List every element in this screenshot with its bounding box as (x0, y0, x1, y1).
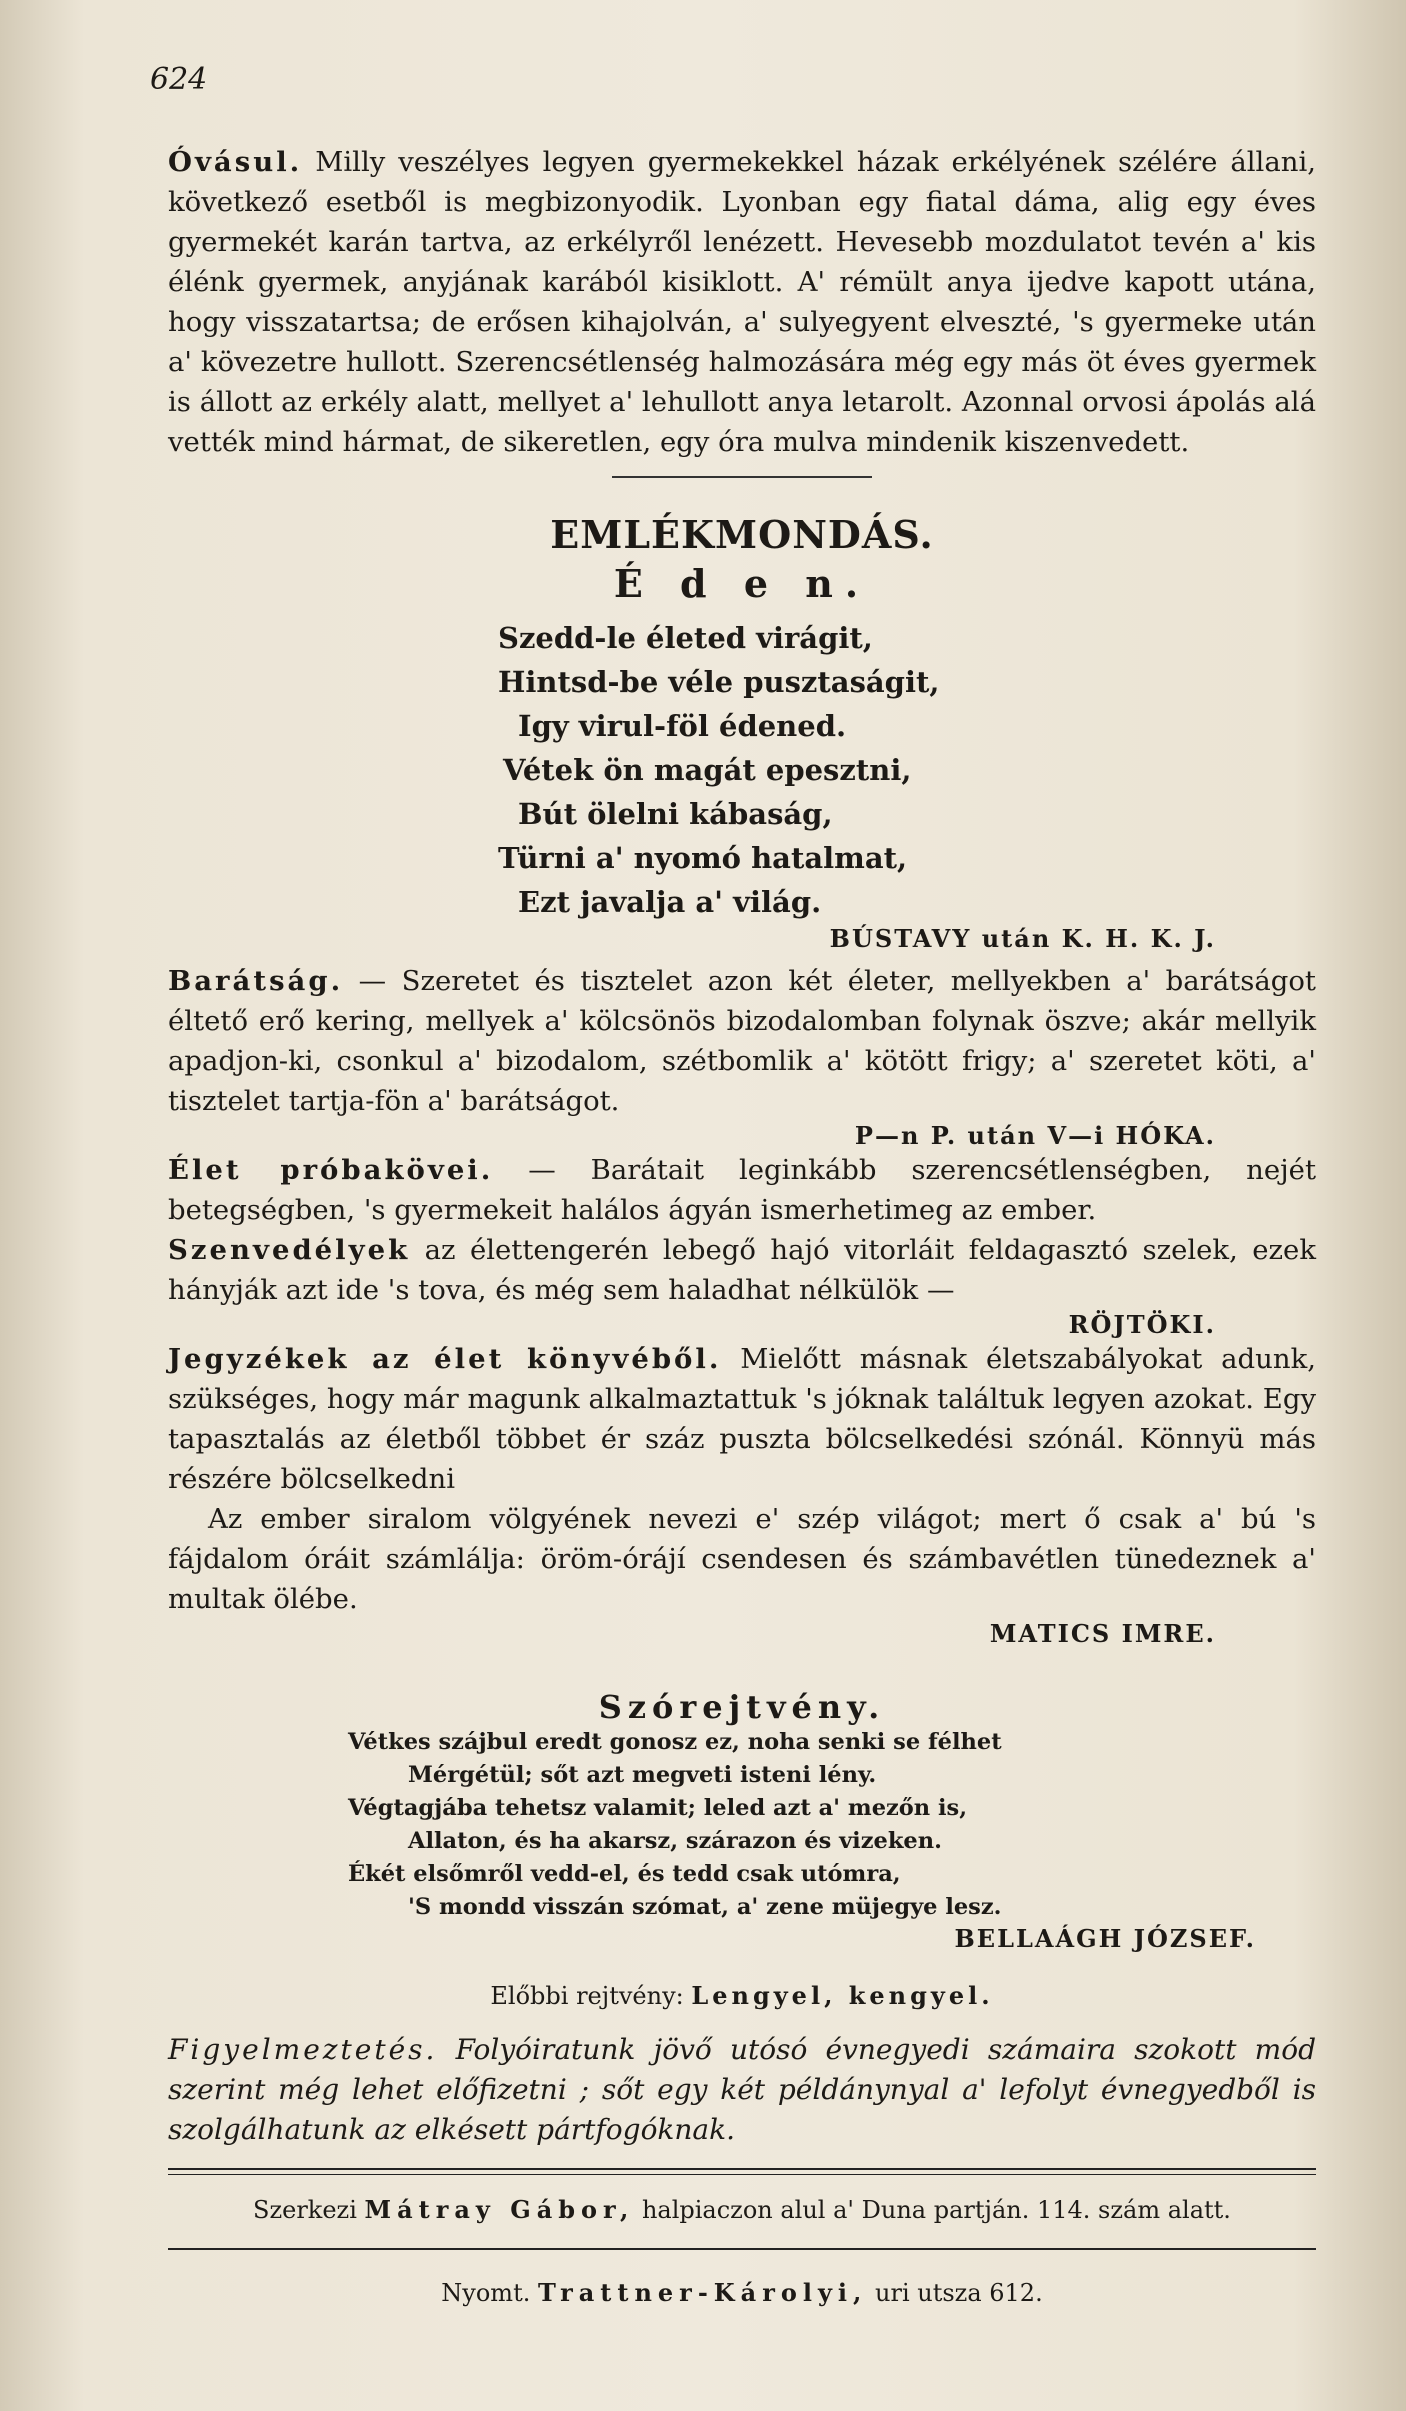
article-lead: Óvásul. (168, 146, 303, 178)
aphorism-text: Mielőtt másnak életszabályokat adunk, szükséges, hogy már magunk alkalmaztattuk 's jóknak találtuk legyen azokat. Egy tapasztalás az életből többet ér száz puszta bölcselkedési szónál. Könnyü más részére bölcselkedni (168, 1343, 1316, 1495)
aphorism-signature: RÖJTÖKI. (1068, 1310, 1216, 1339)
previous-riddle-answer: Lengyel, kengyel. (691, 1981, 994, 2010)
previous-riddle-label: Előbbi rejtvény: (490, 1982, 684, 2010)
aphorism-signature: P—n P. után V—i HÓKA. (854, 1121, 1216, 1150)
aphorism-lead: Szenvedélyek (168, 1234, 411, 1266)
poem-line: Hintsd-be véle pusztaságit, (498, 665, 940, 699)
riddle-line: Mérgétül; sőt azt megveti isteni lény. (408, 1762, 877, 1788)
page-number: 624 (150, 62, 208, 97)
previous-riddle (168, 1981, 1316, 2010)
aphorism-lead: Barátság. (168, 965, 344, 997)
riddle-line: Allaton, és ha akarsz, szárazon és vizeken. (408, 1828, 942, 1854)
printer-prefix: Nyomt. (441, 2279, 531, 2307)
aphorism (168, 1230, 1316, 1310)
aphorism-lead: Élet próbakövei. (168, 1154, 494, 1186)
poem-heading: EMLÉKMONDÁS. (550, 512, 934, 557)
riddle-title: Szórejtvény. (598, 1688, 886, 1726)
riddle-line: Végtagjába tehetsz valamit; leled azt a' mezőn is, (348, 1795, 968, 1821)
poem-signature: BÚSTAVY után K. H. K. J. (829, 924, 1216, 953)
notice-lead: Figyelmeztetés. (168, 2033, 438, 2066)
editor-address: halpiaczon alul a' Duna partján. 114. szám alatt. (641, 2196, 1231, 2224)
aphorism (168, 1499, 1316, 1619)
aphorism (168, 1150, 1316, 1230)
riddle-line: Vétkes szájbul eredt gonosz ez, noha senki se félhet (348, 1729, 1002, 1755)
aphorism-text: — Szeretet és tisztelet azon két életer, mellyekben a' barátságot éltető erő kering, mellyek a' kölcsönös bizodalomban folynak öszve; akár mellyik apadjon-ki, csonkul a' bizodalom, szétbomlik a' kötött frigy; a' szeretet köti, a' tisztelet tartja-fön a' barátságot. (168, 965, 1316, 1117)
poem-line: Türni a' nyomó hatalmat, (498, 841, 908, 875)
aphorism-text: Az ember siralom völgyének nevezi e' szép világot; mert ő csak a' bú 's fájdalom óráit számlálja: öröm-órájí csendesen és számbavétlen tünedeznek a' multak ölébe. (168, 1503, 1316, 1615)
poem-lines (168, 616, 1316, 924)
editor-line (168, 2195, 1316, 2224)
aphorism-text: — Barátait leginkább szerencsétlenségben, nejét betegségben, 's gyermekeit halálos ágyán ismerhetimeg az ember. (168, 1154, 1317, 1226)
riddle-line: 'S mondd visszán szómat, a' zene müjegye lesz. (408, 1894, 1002, 1920)
riddle-signature: BELLAÁGH JÓZSEF. (954, 1924, 1256, 1953)
poem-line: Bút ölelni kábaság, (518, 797, 833, 831)
riddle-lines (168, 1726, 1316, 1924)
divider (612, 476, 872, 478)
poem-line: Szedd-le életed virágit, (498, 621, 873, 655)
poem-line: Vétek ön magát epesztni, (503, 753, 912, 787)
subscription-notice (168, 2030, 1316, 2150)
article-text: Milly veszélyes legyen gyermekekkel házak erkélyének szélére állani, következő esetből is megbizonyodik. Lyonban egy fiatal dáma, alig egy éves gyermekét karán tartva, az erkélyről lenézett. Hevesebb mozdulatot tevén a' kis élénk gyermek, anyjának karából kisiklott. A' rémült anya ijedve kapott utána, hogy visszatartsa; de erősen kihajolván, a' sulyegyent elveszté, 's gyermeke után a' kövezetre hullott. Szerencsétlenség halmozására még egy más öt éves gyermek is állott az erkély alatt, mellyet a' lehullott anya letarolt. Azonnal orvosi ápolás alá vették mind hármat, de sikeretlen, egy óra mulva mindenik kiszenvedett. (168, 146, 1316, 458)
footer-rule (168, 2248, 1316, 2250)
poem-subheading: É d e n. (613, 561, 871, 606)
notice-text: Folyóiratunk jövő utósó évnegyedi számaira szokott mód szerint még lehet előfizetni ; sőt egy két példánynyal a' lefolyt évnegyedből is szolgálhatunk az elkésett pártfogóknak. (168, 2033, 1316, 2146)
printer-name: Trattner-Károlyi, (537, 2278, 868, 2307)
double-rule (168, 2168, 1316, 2175)
aphorism-text: az élettengerén lebegő hajó vitorláit feldagasztó szelek, ezek hányják azt ide 's tova, és még sem haladhat nélkülök — (168, 1234, 1316, 1306)
aphorism (168, 961, 1316, 1121)
aphorism (168, 1339, 1316, 1499)
editor-prefix: Szerkezi (253, 2196, 357, 2224)
poem-line: Igy virul-föl édened. (518, 709, 847, 743)
article-ovasul (168, 142, 1316, 462)
printer-line (168, 2278, 1316, 2307)
printer-address: uri utsza 612. (875, 2279, 1043, 2307)
aphorism-signature: MATICS IMRE. (989, 1619, 1216, 1648)
aphorism-lead: Jegyzékek az élet könyvéből. (168, 1343, 722, 1375)
poem-line: Ezt javalja a' világ. (518, 885, 822, 919)
riddle-line: Ékét elsőmről vedd-el, és tedd csak utómra, (348, 1861, 901, 1887)
editor-name: Mátray Gábor, (364, 2195, 635, 2224)
